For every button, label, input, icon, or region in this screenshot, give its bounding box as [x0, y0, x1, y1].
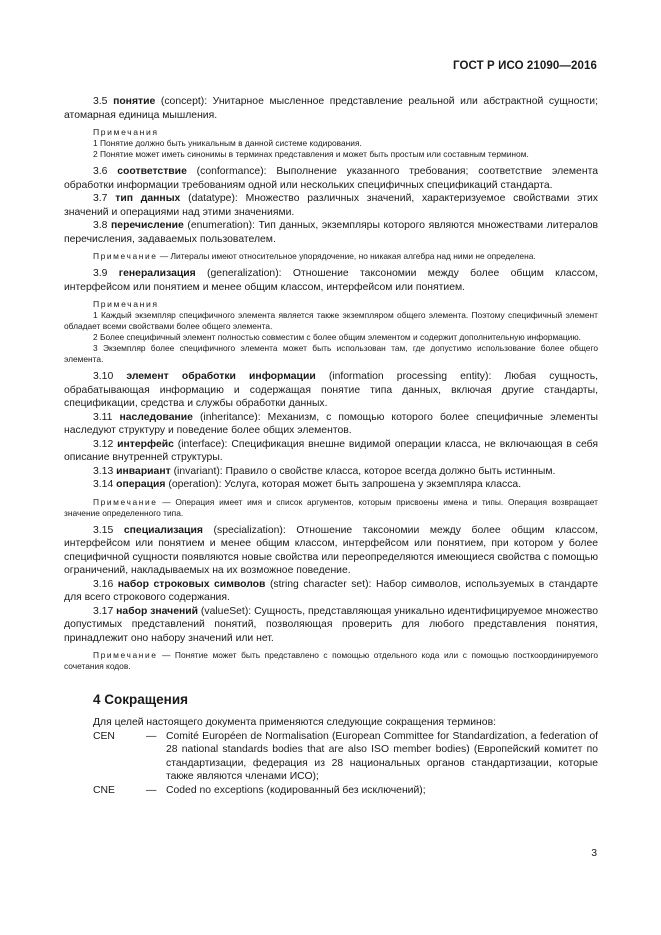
abbreviation-code: CNE: [93, 784, 115, 796]
note-item: 2 Понятие может иметь синонимы в терминах представления и может быть простым или составным термином.: [93, 149, 529, 159]
term-name: набор строковых символов: [117, 578, 266, 590]
term-entry-3-14: 3.14 операция (operation): Услуга, которая может быть запрошена у экземпляра класса.: [93, 479, 522, 490]
page-number: 3: [591, 848, 597, 859]
note-item: 1 Каждый экземпляр специфичного элемента является также экземпляром общего элемента. Поэтому специфичный элемент обладает всеми свойствами более общего элемента.: [64, 310, 598, 331]
abbreviation-dash: —: [146, 784, 157, 796]
term-entry-3-9: 3.9 генерализация (generalization): Отношение таксономии между более общим классом, интерфейсом или понятием и менее общим классом, интерфейсом или понятием.: [64, 268, 598, 293]
abbreviation-description: Coded no exceptions (кодированный без исключений);: [166, 784, 426, 796]
term-entry-3-10: 3.10 элемент обработки информации (information processing entity): Любая сущность, обрабатывающая информацию и содержащая понятие типа данных, включая другие стандарты, спецификации, средства и службы обработки данных.: [64, 371, 598, 409]
section-title: 4 Сокращения: [93, 692, 188, 707]
term-entry-3-5: 3.5 понятие (concept): Унитарное мысленное представление реальной или абстрактной сущности; атомарная единица мышления.: [64, 96, 598, 121]
term-name: специализация: [123, 524, 203, 536]
term-name: набор значений: [116, 605, 199, 617]
term-name: соответствие: [117, 166, 187, 177]
term-name: инвариант: [116, 465, 171, 477]
term-name: перечисление: [111, 220, 184, 231]
term-entry-3-12: 3.12 интерфейс (interface): Спецификация внешне видимой операции класса, не включающая в себя описание внутренней структуры.: [64, 438, 598, 463]
document-body: [64, 95, 598, 797]
term-entry-3-8: 3.8 перечисление (enumeration): Тип данных, экземпляры которого являются множествами литералов перечисления, задаваемых пользователем.: [64, 220, 598, 245]
term-entry-3-15: 3.15 специализация (specialization): Отношение таксономии между более общим классом, интерфейсом или понятием и менее общим классом, интерфейсом или понятием, при котором у более специфичной сущности появляются новые свойства или переопределяются имеющиеся свойства с помощью ограничений, накладываемых на их возможное поведение.: [64, 524, 598, 576]
term-entry-3-16: 3.16 набор строковых символов (string character set): Набор символов, используемых в стандарте для всего строкового содержания.: [64, 578, 599, 603]
note-single: Примечание — Понятие может быть представлено с помощью отдельного кода или с помощью посткоординируемого сочетания кодов.: [64, 650, 599, 671]
note-item: 1 Понятие должно быть уникальным в данной системе кодирования.: [93, 138, 362, 148]
note-single: Примечание — Литералы имеют относительное упорядочение, но никакая алгебра над ними не определена.: [93, 251, 536, 261]
term-name: понятие: [113, 96, 156, 107]
term-name: элемент обработки информации: [126, 371, 316, 382]
notes-heading: Примечания: [93, 127, 159, 137]
abbreviation-dash: —: [146, 730, 157, 742]
term-entry-3-13: 3.13 инвариант (invariant): Правило о свойстве класса, которое всегда должно быть истинным.: [93, 465, 556, 477]
document-header: ГОСТ Р ИСО 21090—2016: [452, 60, 597, 72]
term-name: генерализация: [118, 268, 196, 279]
note-item: 3 Экземпляр более специфичного элемента может быть использован там, где допустимо использование более общего элемента.: [64, 343, 598, 364]
notes-heading: Примечания: [93, 299, 159, 309]
term-entry-3-7: 3.7 тип данных (datatype): Множество различных значений, характеризуемое свойствами этих значений и операциями над этими значениями.: [64, 193, 598, 218]
term-entry-3-17: 3.17 набор значений (valueSet): Сущность, представляющая уникально идентифицируемое множество допустимых представлений понятий, позволяющая проверить для любого представления понятия, принадлежит оно набору значений или нет.: [64, 605, 598, 644]
term-name: операция: [116, 479, 166, 490]
abbreviation-code: CEN: [93, 730, 115, 742]
term-name: интерфейс: [117, 438, 174, 450]
abbreviation-description: Comité Européen de Normalisation (European Committee for Standardization, a federation of 28 national standards bodies that are also ISO member bodies) (Европейский комитет по стандартизации, федерация из 28 национальных органов стандартизации, которые также являются членами ИСО);: [166, 730, 598, 782]
note-single: Примечание — Операция имеет имя и список аргументов, которым присвоены имена и типы. Операция возвращает значение определенного типа.: [64, 496, 598, 518]
term-name: наследование: [119, 411, 193, 423]
abbreviation-row: [64, 784, 598, 798]
section-intro: Для целей настоящего документа применяются следующие сокращения терминов:: [93, 717, 496, 728]
term-entry-3-6: 3.6 соответствие (conformance): Выполнение указанного требования; соответствие элемента обработки информации требованиям одной или нескольких специфичных спецификаций стандарта.: [64, 166, 598, 191]
abbreviation-row: [64, 730, 598, 784]
term-name: тип данных: [115, 193, 181, 204]
note-item: 2 Более специфичный элемент полностью совместим с более общим элементом и содержит дополнительную информацию.: [93, 332, 581, 342]
term-entry-3-11: 3.11 наследование (inheritance): Механизм, с помощью которого более специфичные элементы наследуют структуру и поведение более общих элементов.: [64, 411, 599, 436]
